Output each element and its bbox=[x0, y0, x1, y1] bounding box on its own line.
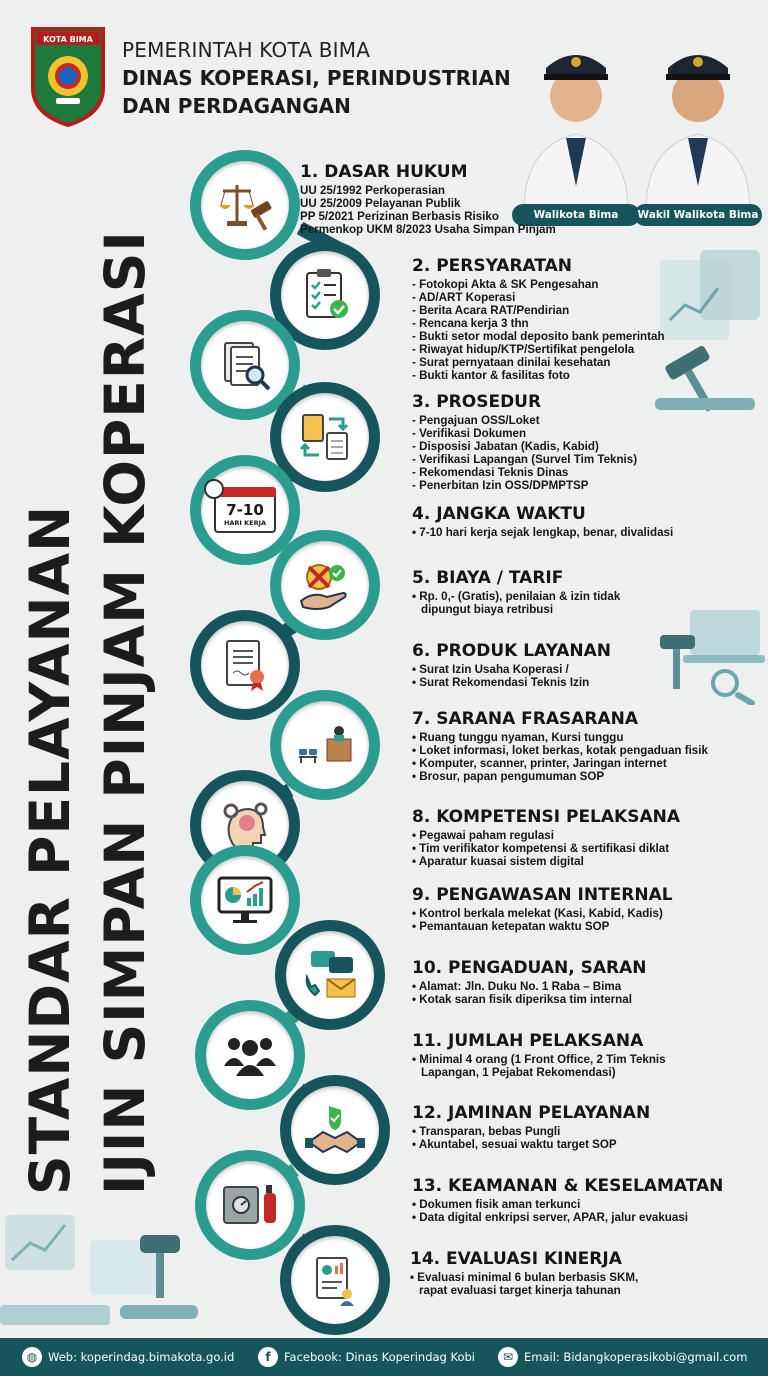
list-item: • Aparatur kuasai sistem digital bbox=[412, 855, 680, 868]
handshake-shield-icon bbox=[305, 1102, 365, 1158]
list-item: • Transparan, bebas Pungli bbox=[412, 1125, 650, 1138]
list-item: • Akuntabel, sesuai waktu target SOP bbox=[412, 1138, 650, 1151]
list-item: - Verifikasi Lapangan (Survel Tim Teknis) bbox=[412, 453, 637, 466]
checklist-clipboard-icon bbox=[297, 267, 353, 323]
list-item: - AD/ART Koperasi bbox=[412, 291, 665, 304]
icon-circle-pengawasan bbox=[190, 845, 300, 955]
list-item: UU 25/1992 Perkoperasian bbox=[300, 183, 446, 197]
icon-circle-jaminan bbox=[280, 1075, 390, 1185]
list-item: - Rencana kerja 3 thn bbox=[412, 317, 665, 330]
free-cost-hand-icon bbox=[297, 557, 353, 613]
list-item: • Rp. 0,- (Gratis), penilaian & izin tidak bbox=[412, 590, 620, 603]
list-item: • Kontrol berkala melekat (Kasi, Kabid, Kadis) bbox=[412, 907, 673, 920]
list-item: UU 25/2009 Pelayanan Publik bbox=[300, 196, 461, 210]
section-title: 14. EVALUASI KINERJA bbox=[410, 1249, 622, 1269]
list-item: • Loket informasi, loket berkas, kotak pengaduan fisik bbox=[412, 744, 708, 757]
list-item: • Surat Izin Usaha Koperasi / bbox=[412, 663, 611, 676]
list-item: - Fotokopi Akta & SK Pengesahan bbox=[412, 278, 665, 291]
icon-circle-produk bbox=[190, 610, 300, 720]
list-item: - Surat pernyataan dinilai kesehatan bbox=[412, 356, 665, 369]
clock-icon bbox=[204, 479, 224, 499]
team-people-icon bbox=[220, 1030, 280, 1080]
wakil-walikota-caption: Wakil Walikota Bima bbox=[634, 204, 762, 226]
header-line1: PEMERINTAH KOTA BIMA bbox=[122, 38, 371, 62]
icon-circle-jumlah bbox=[195, 1000, 305, 1110]
list-item: • Brosur, papan pengumuman SOP bbox=[412, 770, 708, 783]
globe-icon: ◍ bbox=[22, 1347, 42, 1367]
icon-circle-biaya bbox=[270, 530, 380, 640]
list-item: • Pemantauan ketepatan waktu SOP bbox=[412, 920, 673, 933]
list-item: - Penerbitan Izin OSS/DPMPTSP bbox=[412, 479, 637, 492]
list-item: dipungut biaya retribusi bbox=[421, 602, 554, 616]
icon-circle-dasar-hukum bbox=[190, 150, 300, 260]
scales-gavel-icon bbox=[215, 175, 275, 235]
list-item: - Rekomendasi Teknis Dinas bbox=[412, 466, 637, 479]
section-produk-layanan bbox=[412, 642, 611, 689]
decor-bottom-gavel bbox=[0, 1195, 200, 1335]
complaint-message-icon bbox=[301, 947, 359, 1003]
section-pengaduan bbox=[412, 959, 646, 1006]
list-item: PP 5/2021 Perizinan Berbasis Risiko bbox=[300, 209, 499, 223]
list-item: • Komputer, scanner, printer, Jaringan internet bbox=[412, 757, 708, 770]
logo-text: KOTA BIMA bbox=[43, 35, 93, 44]
monitor-chart-icon bbox=[215, 872, 275, 928]
section-title: 6. PRODUK LAYANAN bbox=[412, 641, 612, 661]
wakil-walikota-portrait bbox=[636, 26, 760, 206]
list-item: - Riwayat hidup/KTP/Sertifikat pengelola bbox=[412, 343, 665, 356]
title-line2: IJIN SIMPAN PINJAM KOPERASI bbox=[93, 230, 157, 1195]
section-title: 11. JUMLAH PELAKSANA bbox=[412, 1031, 644, 1051]
footer-email-text: Email: Bidangkoperasikobi@gmail.com bbox=[524, 1350, 748, 1364]
section-title: 1. DASAR HUKUM bbox=[300, 162, 468, 182]
list-item: - Bukti kantor & fasilitas foto bbox=[412, 369, 665, 382]
section-dasar-hukum bbox=[300, 163, 556, 236]
icon-circle-pengaduan bbox=[275, 920, 385, 1030]
list-item: rapat evaluasi target kinerja tahunan bbox=[419, 1283, 621, 1297]
decor-laptop-gavel bbox=[655, 605, 765, 705]
footer-web[interactable] bbox=[22, 1347, 234, 1367]
icon-circle-sarana bbox=[270, 690, 380, 800]
section-title: 9. PENGAWASAN INTERNAL bbox=[412, 885, 673, 905]
list-item: - Bukti setor modal deposito bank pemerintah bbox=[412, 330, 665, 343]
list-item: • Ruang tunggu nyaman, Kursi tunggu bbox=[412, 731, 708, 744]
list-item: • Surat Rekomendasi Teknis Izin bbox=[412, 676, 611, 689]
service-desk-icon bbox=[295, 717, 355, 773]
list-item: • Kotak saran fisik diperiksa tim internal bbox=[412, 993, 646, 1006]
section-prosedur bbox=[412, 393, 637, 492]
section-kompetensi bbox=[412, 808, 680, 868]
list-item: - Pengajuan OSS/Loket bbox=[412, 414, 637, 427]
jangka-label: HARI KERJA bbox=[223, 519, 267, 527]
section-title: 7. SARANA FRASARANA bbox=[412, 709, 639, 729]
document-exchange-icon bbox=[297, 409, 353, 465]
list-item: • Tim verifikator kompetensi & sertifikasi diklat bbox=[412, 842, 680, 855]
list-item: - Verifikasi Dokumen bbox=[412, 427, 637, 440]
section-title: 3. PROSEDUR bbox=[412, 392, 542, 412]
list-item: • 7-10 hari kerja sejak lengkap, benar, divalidasi bbox=[412, 526, 673, 539]
evaluation-report-icon bbox=[307, 1252, 363, 1308]
list-item: • Evaluasi minimal 6 bulan berbasis SKM, bbox=[410, 1271, 638, 1284]
official-wakil-walikota bbox=[636, 26, 760, 226]
header-line3: DAN PERDAGANGAN bbox=[122, 94, 351, 118]
footer-facebook[interactable] bbox=[258, 1347, 475, 1367]
list-item: - Berita Acara RAT/Pendirian bbox=[412, 304, 665, 317]
footer bbox=[0, 1338, 768, 1376]
icon-circle-keamanan bbox=[195, 1150, 305, 1260]
section-jaminan bbox=[412, 1104, 650, 1151]
list-item: • Dokumen fisik aman terkunci bbox=[412, 1198, 723, 1211]
section-title: 13. KEAMANAN & KESELAMATAN bbox=[412, 1176, 724, 1196]
section-pengawasan bbox=[412, 886, 673, 933]
header bbox=[122, 38, 511, 118]
list-item: • Pegawai paham regulasi bbox=[412, 829, 680, 842]
list-item: - Disposisi Jabatan (Kadis, Kabid) bbox=[412, 440, 637, 453]
footer-web-text: Web: koperindag.bimakota.go.id bbox=[48, 1350, 235, 1364]
kota-bima-logo bbox=[30, 26, 106, 128]
facebook-icon: f bbox=[258, 1347, 278, 1367]
jangka-days: 7-10 bbox=[226, 501, 264, 519]
section-title: 8. KOMPETENSI PELAKSANA bbox=[412, 807, 680, 827]
email-icon: ✉ bbox=[498, 1347, 518, 1367]
section-sarana bbox=[412, 710, 708, 783]
list-item: Permenkop UKM 8/2023 Usaha Simpan Pinjam bbox=[300, 222, 556, 236]
vertical-title bbox=[8, 175, 158, 1195]
title-line1: STANDAR PELAYANAN bbox=[18, 504, 82, 1195]
walikota-caption: Walikota Bima bbox=[512, 204, 640, 226]
section-title: 4. JANGKA WAKTU bbox=[412, 504, 586, 524]
section-keamanan bbox=[412, 1177, 723, 1224]
footer-facebook-text: Facebook: Dinas Koperindag Kobi bbox=[284, 1350, 475, 1364]
certificate-icon bbox=[217, 637, 273, 693]
list-item: • Minimal 4 orang (1 Front Office, 2 Tim Teknis bbox=[412, 1053, 666, 1066]
section-title: 10. PENGADUAN, SARAN bbox=[412, 958, 647, 978]
list-item: • Alamat: Jln. Duku No. 1 Raba – Bima bbox=[412, 980, 646, 993]
footer-email[interactable] bbox=[498, 1347, 748, 1367]
section-title: 2. PERSYARATAN bbox=[412, 256, 573, 276]
list-item: Lapangan, 1 Pejabat Rekomendasi) bbox=[421, 1065, 616, 1079]
section-title: 12. JAMINAN PELAYANAN bbox=[412, 1103, 651, 1123]
safe-extinguisher-icon bbox=[220, 1177, 280, 1233]
header-line2: DINAS KOPERASI, PERINDUSTRIAN bbox=[122, 66, 511, 90]
document-search-icon bbox=[217, 337, 273, 393]
section-jumlah bbox=[412, 1032, 666, 1079]
icon-circle-evaluasi bbox=[280, 1225, 390, 1335]
section-jangka-waktu bbox=[412, 505, 673, 539]
section-biaya bbox=[412, 569, 620, 616]
list-item: • Data digital enkripsi server, APAR, jalur evakuasi bbox=[412, 1211, 723, 1224]
section-title: 5. BIAYA / TARIF bbox=[412, 568, 564, 588]
section-evaluasi bbox=[410, 1250, 638, 1297]
section-persyaratan bbox=[412, 257, 665, 382]
